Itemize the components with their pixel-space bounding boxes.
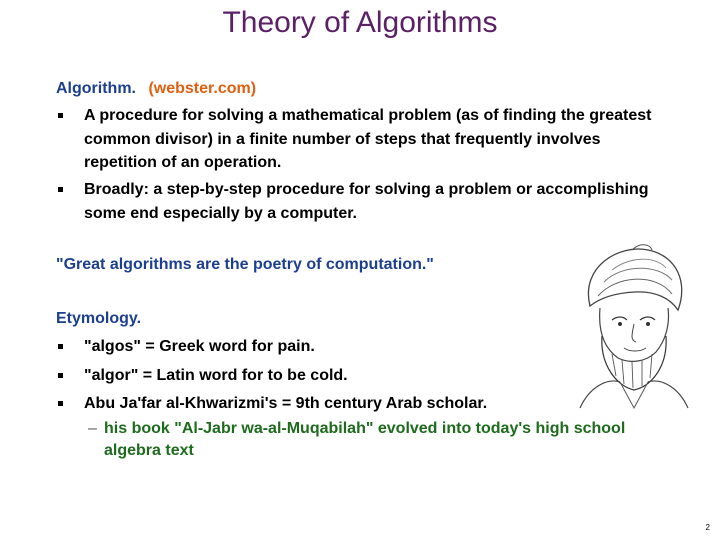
etymology-heading: Etymology. (56, 310, 142, 327)
etymology-item-text: Abu Ja'far al-Khwarizmi's = 9th century Arab scholar. (84, 395, 488, 412)
etymology-item-text: "algor" = Latin word for to be cold. (84, 367, 348, 384)
bullet-icon (58, 187, 63, 192)
definition-heading (56, 80, 256, 98)
page-number: 2 (705, 523, 710, 532)
definition-item-text: Broadly: a step-by-step procedure for solving a problem or accomplishing some end especially by a computer. (84, 181, 649, 222)
bullet-icon (58, 373, 63, 378)
etymology-sub-item-text: his book "Al-Jabr wa-al-Muqabilah" evolved into today's high school algebra text (104, 420, 626, 459)
bullet-icon (58, 113, 63, 118)
definition-item-text: A procedure for solving a mathematical problem (as of finding the greatest common divisor) in a finite number of steps that frequently involves repetition of an operation. (84, 107, 652, 171)
definition-item (84, 104, 674, 175)
definition-source: (webster.com) (148, 80, 257, 97)
dash-icon: – (88, 420, 97, 437)
definition-item (84, 178, 674, 225)
portrait-sketch-icon (560, 236, 700, 411)
definition-heading-label: Algorithm. (56, 80, 136, 97)
slide-title: Theory of Algorithms (222, 6, 498, 39)
bullet-icon (58, 344, 63, 349)
quote: "Great algorithms are the poetry of computation." (56, 256, 434, 273)
bullet-icon (58, 401, 63, 406)
etymology-item-text: "algos" = Greek word for pain. (84, 338, 315, 355)
etymology-sub-item (88, 418, 664, 462)
